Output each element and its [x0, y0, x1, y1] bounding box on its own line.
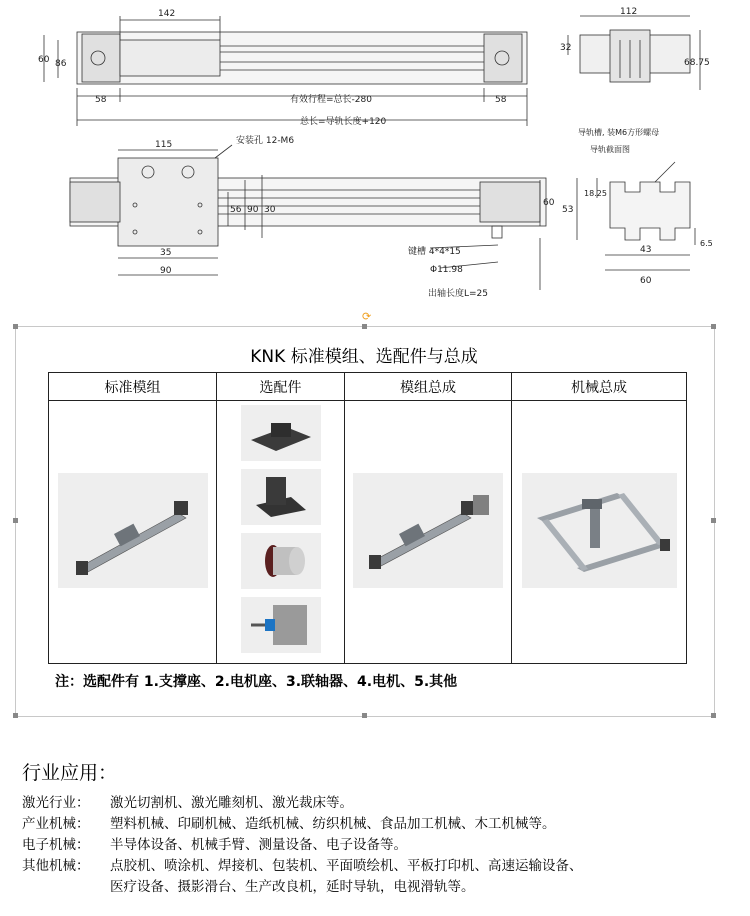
application-list: 半导体设备、机械手臂、测量设备、电子设备等。	[110, 837, 407, 853]
accessories-table	[48, 372, 687, 664]
application-category: 电子机械：	[22, 837, 90, 853]
resize-handle-l[interactable]	[13, 518, 18, 523]
machine-assembly-image	[522, 473, 677, 588]
keyway-label: 键槽 4*4*15	[408, 247, 461, 257]
application-list: 塑料机械、印刷机械、造纸机械、纺织机械、食品加工机械、木工机械等。	[110, 816, 556, 832]
panel-title: KNK 标准模组、选配件与总成	[250, 347, 478, 367]
rail-slot-label: 导轨槽, 装M6方形螺母	[578, 128, 660, 137]
resize-handle-tl[interactable]	[13, 324, 18, 329]
dim-90-bottom: 90	[160, 266, 172, 276]
dim-86: 86	[55, 59, 67, 69]
dim-60-top: 60	[38, 55, 50, 65]
cell-standard-module	[49, 401, 217, 664]
dim-60-plan: 60	[543, 198, 555, 208]
header-module-assembly: 模组总成	[345, 373, 512, 401]
section-label: 导轨截面图	[590, 145, 630, 154]
dim-32: 32	[560, 43, 572, 53]
dim-68-75: 68.75	[684, 58, 710, 68]
resize-handle-bl[interactable]	[13, 713, 18, 718]
dim-35: 35	[160, 248, 172, 258]
application-row	[22, 814, 742, 835]
dim-115: 115	[155, 140, 173, 150]
header-machine-assembly: 机械总成	[512, 373, 687, 401]
dim-112: 112	[620, 7, 638, 17]
dim-30: 30	[264, 205, 276, 215]
application-row	[22, 856, 742, 877]
dim-90-side: 90	[247, 205, 259, 215]
dim-58-left: 58	[95, 95, 107, 105]
header-optional-parts: 选配件	[217, 373, 345, 401]
applications-section	[22, 758, 742, 898]
application-category: 产业机械：	[22, 816, 90, 832]
header-standard-module: 标准模组	[49, 373, 217, 401]
resize-handle-br[interactable]	[711, 713, 716, 718]
application-row	[22, 793, 742, 814]
technical-drawing	[0, 0, 750, 310]
accessories-note: 注：选配件有 1.支撑座、2.电机座、3.联轴器、4.电机、5.其他	[55, 674, 458, 690]
dim-53: 53	[562, 205, 574, 215]
rotate-handle-icon[interactable]: ⟳	[362, 310, 372, 323]
dim-56: 56	[230, 205, 242, 215]
cell-optional-parts	[217, 401, 345, 664]
module-assembly-image	[353, 473, 503, 588]
application-category: 其他机械：	[22, 858, 90, 874]
dim-142: 142	[158, 9, 176, 19]
shaft-diameter-label: Φ11.98	[430, 265, 463, 275]
shaft-length-label: 出轴长度L=25	[428, 289, 489, 299]
dim-43: 43	[640, 245, 652, 255]
cell-machine-assembly	[512, 401, 687, 664]
resize-handle-r[interactable]	[711, 518, 716, 523]
dim-58-right: 58	[495, 95, 507, 105]
application-list: 激光切割机、激光雕刻机、激光裁床等。	[110, 795, 353, 811]
dim-60-section: 60	[640, 276, 652, 286]
resize-handle-t[interactable]	[362, 324, 367, 329]
resize-handle-b[interactable]	[362, 713, 367, 718]
application-list: 点胶机、喷涂机、焊接机、包装机、平面喷绘机、平板打印机、高速运输设备、	[110, 858, 583, 874]
application-category: 激光行业：	[22, 795, 90, 811]
standard-module-image	[58, 473, 208, 588]
resize-handle-tr[interactable]	[711, 324, 716, 329]
cell-module-assembly	[345, 401, 512, 664]
mount-holes-label: 安装孔 12-M6	[236, 136, 295, 146]
dim-18-25: 18.25	[584, 189, 607, 198]
dim-effective-stroke: 有效行程=总长-280	[290, 95, 372, 105]
applications-heading: 行业应用：	[22, 762, 118, 784]
application-continuation: 医疗设备、摄影滑台、生产改良机，延时导轨，电视滑轨等。	[110, 879, 475, 895]
application-row	[22, 835, 742, 856]
optional-parts-images	[241, 405, 321, 655]
dim-total-length: 总长=导轨长度+120	[300, 117, 387, 127]
dim-6-5: 6.5	[700, 239, 713, 248]
